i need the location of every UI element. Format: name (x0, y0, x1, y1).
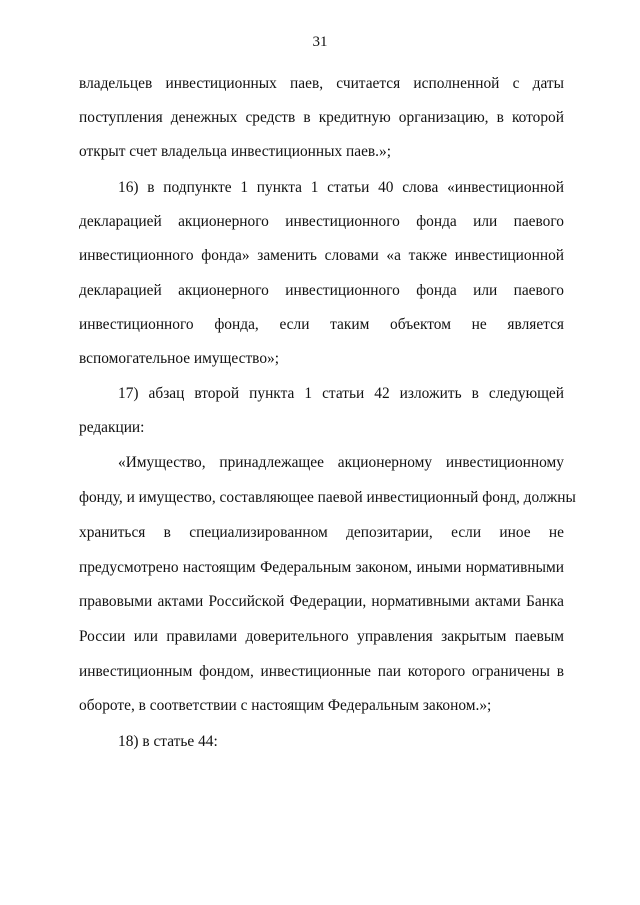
text-line: открыт счет владельца инвестиционных паев.»; (79, 143, 391, 160)
text-line: 18) в статье 44: (118, 733, 218, 750)
text-line: храниться в специализированном депозитарии, если иное не (79, 524, 564, 541)
text-line: 17) абзац второй пункта 1 статьи 42 изложить в следующей (118, 385, 564, 402)
text-line: инвестиционным фондом, инвестиционные паи которого ограничены в (79, 663, 564, 680)
text-line: «Имущество, принадлежащее акционерному инвестиционному (118, 454, 564, 471)
text-line: вспомогательное имущество»; (79, 350, 280, 367)
text-line: владельцев инвестиционных паев, считается исполненной с даты (79, 75, 564, 92)
text-line: предусмотрено настоящим Федеральным законом, иными нормативными (79, 559, 564, 576)
text-line: правовыми актами Российской Федерации, нормативными актами Банка (79, 593, 564, 610)
text-line: поступления денежных средств в кредитную организацию, в которой (79, 109, 564, 126)
text-line: фонду, и имущество, составляющее паевой инвестиционный фонд, должны (79, 489, 576, 506)
text-line: инвестиционного фонда, если таким объектом не является (79, 316, 564, 333)
text-line: 16) в подпункте 1 пункта 1 статьи 40 слова «инвестиционной (118, 179, 564, 196)
text-line: редакции: (79, 419, 145, 436)
text-line: обороте, в соответствии с настоящим Федеральным законом.»; (79, 697, 492, 714)
page-number: 31 (312, 34, 328, 50)
text-line: декларацией акционерного инвестиционного фонда или паевого (79, 213, 564, 230)
text-line: декларацией акционерного инвестиционного фонда или паевого (79, 282, 564, 299)
text-line: инвестиционного фонда» заменить словами «а также инвестиционной (79, 247, 564, 264)
text-line: России или правилами доверительного управления закрытым паевым (79, 628, 564, 645)
